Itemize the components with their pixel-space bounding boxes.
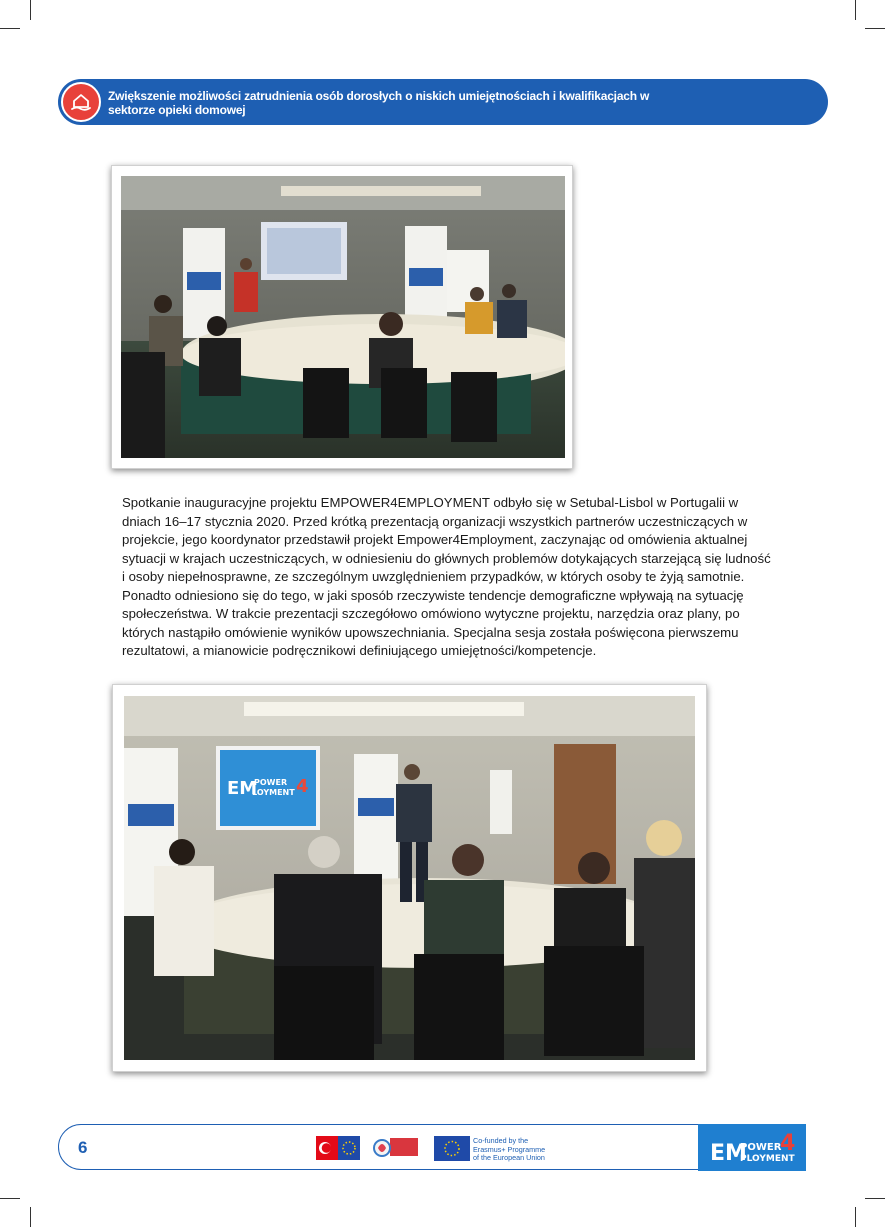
empower4employment-logo <box>698 1124 806 1171</box>
screen-logo-4: 4 <box>296 776 309 797</box>
crop-mark <box>30 0 31 20</box>
turkey-eu-flag-logo <box>316 1136 360 1160</box>
erasmus-cofunded-text: Co-funded by the Erasmus+ Programme of the European Union <box>473 1136 546 1163</box>
brand-em: EM <box>710 1141 747 1166</box>
brand-4: 4 <box>780 1131 796 1156</box>
header-title: Zwiększenie możliwości zatrudnienia osób dorosłych o niskich umiejętnościach i kwalifikacjach w sektorze opieki domowej <box>108 89 650 117</box>
screen-logo-ployment: LOYMENT <box>252 788 295 797</box>
photo-presentation <box>112 684 707 1072</box>
body-paragraph: Spotkanie inauguracyjne projektu EMPOWER4EMPLOYMENT odbyło się w Setubal-Lisbol w Portugalii w dniach 16–17 stycznia 2020. Przed krótką prezentacją organizacji wszystkich partnerów uczestniczących w projekcie, jego koordynator przedstawił projekt Empower4Employment, zaczynając od omówienia aktualnej sytuacji w krajach uczestniczących, w odniesieniu do głównych problemów dotykających starzejącą się ludność i osoby niepełnosprawne, ze szczególnym uwzględnieniem przypadków, w których osoby te żyją samotnie. Ponadto odniesiono się do tego, w jaki sposób rzeczywiste tendencje demograficzne wpływają na sytuację społeczeństwa. W trakcie prezentacji szczegółowo omówiono wytyczne projektu, narzędzia oraz plany, po których nastąpiło omówienie wyników upowszechniania. Specjalna sesja została poświęcona pierwszemu rezultatowi, a mianowicie podręcznikowi definiującego umiejętności/kompetencje. <box>122 495 771 658</box>
screen-logo-em: EM <box>227 778 258 799</box>
footer-bar <box>58 1124 803 1170</box>
crop-mark <box>30 1207 31 1227</box>
page-number: 6 <box>78 1138 88 1157</box>
crop-mark <box>865 28 885 29</box>
crop-mark <box>865 1198 885 1199</box>
partner-logo <box>372 1134 418 1162</box>
crop-mark <box>855 1207 856 1227</box>
crop-mark <box>0 1198 20 1199</box>
eu-flag-logo <box>434 1136 470 1161</box>
photo-meeting-room <box>111 165 573 469</box>
crop-mark <box>0 28 20 29</box>
screen-logo-power: POWER <box>254 778 288 787</box>
home-care-hand-icon <box>61 82 101 122</box>
crop-mark <box>855 0 856 20</box>
brand-power: POWER <box>740 1142 782 1153</box>
brand-ployment: PLOYMENT <box>740 1154 795 1164</box>
